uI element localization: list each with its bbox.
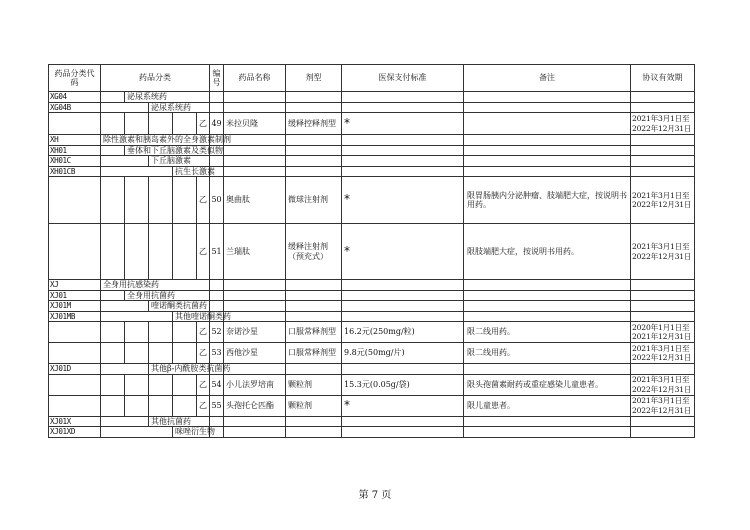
empty-cell (342, 290, 464, 301)
indent-cell (173, 177, 197, 224)
category-row (49, 135, 695, 146)
empty-cell (342, 301, 464, 312)
category-code: XJ01 (49, 290, 101, 301)
validity-period (631, 374, 695, 395)
indent-cell (125, 395, 149, 416)
indent-cell (101, 156, 149, 167)
category-row (49, 280, 695, 291)
indent-cell (101, 290, 125, 301)
indent-cell (173, 224, 197, 280)
category-name: 泌尿系统药 (125, 92, 210, 103)
payment-standard: 16.2元(250mg/粒) (342, 322, 464, 343)
empty-cell (464, 301, 631, 312)
empty-cell (464, 290, 631, 301)
indent-cell (125, 177, 149, 224)
drug-code (49, 322, 101, 343)
drug-name: 小儿法罗培南 (224, 374, 286, 395)
category-row (49, 311, 695, 322)
empty-cell (464, 416, 631, 427)
empty-cell (631, 301, 695, 312)
dosage-form: 微球注射剂 (286, 177, 342, 224)
header-num: 编号 (210, 65, 224, 92)
empty-cell (631, 92, 695, 103)
empty-cell (631, 416, 695, 427)
category-code: XG04 (49, 92, 101, 103)
category-name: 咪唑衍生物 (173, 427, 210, 438)
indent-cell (101, 322, 125, 343)
empty-cell (631, 280, 695, 291)
category-name: 全身用抗菌药 (125, 290, 210, 301)
dosage-form: 颗粒剂 (286, 395, 342, 416)
empty-cell (224, 92, 286, 103)
empty-cell (210, 416, 224, 427)
category-code: XG04B (49, 102, 101, 113)
drug-row (49, 113, 695, 135)
indent-cell (101, 343, 125, 364)
empty-cell (342, 311, 464, 322)
empty-cell (342, 92, 464, 103)
empty-cell (224, 135, 286, 146)
validity-start: 2021年3月1日至 (632, 242, 690, 251)
category-row (49, 290, 695, 301)
validity-start: 2021年3月1日至 (632, 114, 690, 123)
indent-cell (149, 224, 173, 280)
payment-standard: * (342, 395, 464, 416)
validity-end: 2022年12月31日 (632, 353, 692, 362)
empty-cell (224, 364, 286, 375)
header-standard: 医保支付标准 (342, 65, 464, 92)
empty-cell (286, 156, 342, 167)
indent-cell (101, 166, 173, 177)
empty-cell (342, 280, 464, 291)
remark: 限二线用药。 (464, 343, 631, 364)
category-code: XJ01MB (49, 311, 101, 322)
category-row (49, 102, 695, 113)
indent-cell (125, 113, 149, 135)
empty-cell (210, 280, 224, 291)
indent-cell (101, 92, 125, 103)
page-number: 第 7 页 (358, 490, 392, 501)
empty-cell (286, 427, 342, 438)
drug-code (49, 224, 101, 280)
drug-number: 54 (210, 374, 224, 395)
header-row (49, 65, 695, 92)
validity-period (631, 113, 695, 135)
empty-cell (342, 427, 464, 438)
validity-period (631, 177, 695, 224)
empty-cell (286, 311, 342, 322)
drug-number: 52 (210, 322, 224, 343)
remark: 限肢端肥大症，按说明书用药。 (464, 224, 631, 280)
empty-cell (342, 145, 464, 156)
dosage-form: 缓释控释剂型 (286, 113, 342, 135)
empty-cell (286, 416, 342, 427)
indent-cell (173, 343, 197, 364)
empty-cell (224, 166, 286, 177)
category-name: 其他抗菌药 (149, 416, 210, 427)
empty-cell (286, 364, 342, 375)
empty-cell (286, 280, 342, 291)
drug-grade: 乙 (197, 395, 210, 416)
empty-cell (286, 145, 342, 156)
drug-code (49, 113, 101, 135)
indent-cell (101, 145, 125, 156)
category-row (49, 166, 695, 177)
validity-end: 2022年12月31日 (632, 405, 692, 415)
empty-cell (342, 166, 464, 177)
indent-cell (149, 374, 173, 395)
empty-cell (631, 102, 695, 113)
drug-row (49, 374, 695, 395)
dosage-form: 缓释注射剂（预充式） (286, 224, 342, 280)
indent-cell (101, 102, 149, 113)
category-name: 其他喹诺酮类药 (173, 311, 210, 322)
drug-number: 53 (210, 343, 224, 364)
header-validity: 协议有效期 (631, 65, 695, 92)
empty-cell (464, 427, 631, 438)
empty-cell (224, 290, 286, 301)
empty-cell (342, 416, 464, 427)
drug-number: 49 (210, 113, 224, 135)
empty-cell (631, 166, 695, 177)
empty-cell (631, 135, 695, 146)
category-code: XH01CB (49, 166, 101, 177)
empty-cell (631, 156, 695, 167)
payment-standard: 9.8元(50mg/片) (342, 343, 464, 364)
empty-cell (464, 135, 631, 146)
indent-cell (149, 395, 173, 416)
drug-name: 奈诺沙星 (224, 322, 286, 343)
header-code: 药品分类代码 (49, 65, 101, 92)
empty-cell (631, 364, 695, 375)
payment-standard: 15.3元(0.05g/袋) (342, 374, 464, 395)
indent-cell (149, 113, 173, 135)
empty-cell (224, 416, 286, 427)
empty-cell (286, 135, 342, 146)
table-body (49, 92, 695, 438)
category-row (49, 156, 695, 167)
validity-start: 2021年3月1日至 (632, 343, 690, 353)
drug-row (49, 395, 695, 416)
drug-name: 西他沙星 (224, 343, 286, 364)
drug-name: 头孢托仑匹酯 (224, 395, 286, 416)
empty-cell (210, 301, 224, 312)
empty-cell (286, 102, 342, 113)
empty-cell (464, 311, 631, 322)
drug-grade: 乙 (197, 322, 210, 343)
indent-cell (125, 343, 149, 364)
category-name: 除性激素和胰岛素外的全身激素制剂 (101, 135, 210, 146)
empty-cell (210, 156, 224, 167)
payment-standard: * (342, 113, 464, 135)
indent-cell (101, 301, 149, 312)
drug-code (49, 177, 101, 224)
drug-row (49, 322, 695, 343)
indent-cell (101, 177, 125, 224)
category-name: 其他β-内酰胺类抗菌药 (149, 364, 210, 375)
validity-end: 2022年12月31日 (632, 200, 692, 209)
empty-cell (224, 145, 286, 156)
indent-cell (101, 427, 173, 438)
empty-cell (631, 311, 695, 322)
drug-grade: 乙 (197, 374, 210, 395)
validity-period (631, 343, 695, 364)
indent-cell (101, 224, 125, 280)
empty-cell (342, 156, 464, 167)
indent-cell (173, 113, 197, 135)
empty-cell (464, 102, 631, 113)
validity-start: 2021年3月1日至 (632, 396, 690, 405)
indent-cell (149, 322, 173, 343)
category-name: 垂体和下丘脑激素及类似物 (125, 145, 210, 156)
empty-cell (464, 156, 631, 167)
empty-cell (224, 102, 286, 113)
remark: 限儿童患者。 (464, 395, 631, 416)
category-row (49, 92, 695, 103)
drug-grade: 乙 (197, 343, 210, 364)
category-code: XJ01M (49, 301, 101, 312)
indent-cell (149, 177, 173, 224)
category-name: 下丘脑激素 (149, 156, 210, 167)
empty-cell (464, 280, 631, 291)
payment-standard: * (342, 177, 464, 224)
indent-cell (101, 113, 125, 135)
drug-row (49, 177, 695, 224)
indent-cell (149, 343, 173, 364)
empty-cell (210, 92, 224, 103)
empty-cell (286, 92, 342, 103)
empty-cell (342, 135, 464, 146)
drug-number: 55 (210, 395, 224, 416)
indent-cell (101, 416, 149, 427)
empty-cell (342, 102, 464, 113)
validity-end: 2021年12月31日 (632, 332, 692, 341)
payment-standard: * (342, 224, 464, 280)
category-code: XJ (49, 280, 101, 291)
empty-cell (224, 311, 286, 322)
drug-number: 51 (210, 224, 224, 280)
empty-cell (210, 102, 224, 113)
category-code: XJ01D (49, 364, 101, 375)
drug-row (49, 343, 695, 364)
indent-cell (101, 374, 125, 395)
empty-cell (224, 301, 286, 312)
empty-cell (631, 145, 695, 156)
category-row (49, 427, 695, 438)
dosage-form: 颗粒剂 (286, 374, 342, 395)
remark (464, 113, 631, 135)
category-name: 全身用抗感染药 (101, 280, 210, 291)
drug-grade: 乙 (197, 113, 210, 135)
validity-period (631, 395, 695, 416)
indent-cell (101, 311, 173, 322)
category-name: 喹诺酮类抗菌药 (149, 301, 210, 312)
drug-code (49, 343, 101, 364)
validity-start: 2020年1月1日至 (632, 322, 690, 332)
indent-cell (101, 395, 125, 416)
category-row (49, 145, 695, 156)
drug-code (49, 374, 101, 395)
empty-cell (286, 166, 342, 177)
remark: 限二线用药。 (464, 322, 631, 343)
empty-cell (631, 427, 695, 438)
drug-table (48, 64, 695, 438)
indent-cell (125, 224, 149, 280)
category-row (49, 364, 695, 375)
indent-cell (101, 364, 149, 375)
category-code: XH01 (49, 145, 101, 156)
category-code: XJ01XD (49, 427, 101, 438)
category-name: 抗生长激素 (173, 166, 210, 177)
validity-start: 2021年3月1日至 (632, 190, 690, 200)
header-form: 剂型 (286, 65, 342, 92)
drug-grade: 乙 (197, 224, 210, 280)
empty-cell (286, 301, 342, 312)
validity-end: 2022年12月31日 (632, 123, 692, 133)
remark: 限头孢菌素耐药或重症感染儿童患者。 (464, 374, 631, 395)
indent-cell (173, 395, 197, 416)
header-category: 药品分类 (101, 65, 210, 92)
indent-cell (125, 374, 149, 395)
category-code: XH (49, 135, 101, 146)
drug-row (49, 224, 695, 280)
validity-end: 2022年12月31日 (632, 384, 692, 394)
empty-cell (210, 290, 224, 301)
header-name: 药品名称 (224, 65, 286, 92)
empty-cell (286, 290, 342, 301)
empty-cell (631, 290, 695, 301)
validity-period (631, 322, 695, 343)
empty-cell (464, 92, 631, 103)
category-row (49, 416, 695, 427)
empty-cell (464, 145, 631, 156)
category-name: 泌尿系统药 (149, 102, 210, 113)
validity-end: 2022年12月31日 (632, 251, 692, 261)
drug-name: 兰瑞肽 (224, 224, 286, 280)
empty-cell (224, 280, 286, 291)
validity-period (631, 224, 695, 280)
drug-number: 50 (210, 177, 224, 224)
empty-cell (224, 156, 286, 167)
drug-name: 奥曲肽 (224, 177, 286, 224)
empty-cell (224, 427, 286, 438)
category-code: XJ01X (49, 416, 101, 427)
empty-cell (464, 166, 631, 177)
empty-cell (464, 364, 631, 375)
category-row (49, 301, 695, 312)
header-remark: 备注 (464, 65, 631, 92)
dosage-form: 口服常释剂型 (286, 322, 342, 343)
indent-cell (173, 374, 197, 395)
remark: 限胃肠胰内分泌肿瘤、肢端肥大症，按说明书用药。 (464, 177, 631, 224)
indent-cell (173, 322, 197, 343)
drug-code (49, 395, 101, 416)
dosage-form: 口服常释剂型 (286, 343, 342, 364)
validity-start: 2021年3月1日至 (632, 375, 690, 384)
drug-name: 米拉贝隆 (224, 113, 286, 135)
indent-cell (125, 322, 149, 343)
empty-cell (342, 364, 464, 375)
category-code: XH01C (49, 156, 101, 167)
drug-grade: 乙 (197, 177, 210, 224)
